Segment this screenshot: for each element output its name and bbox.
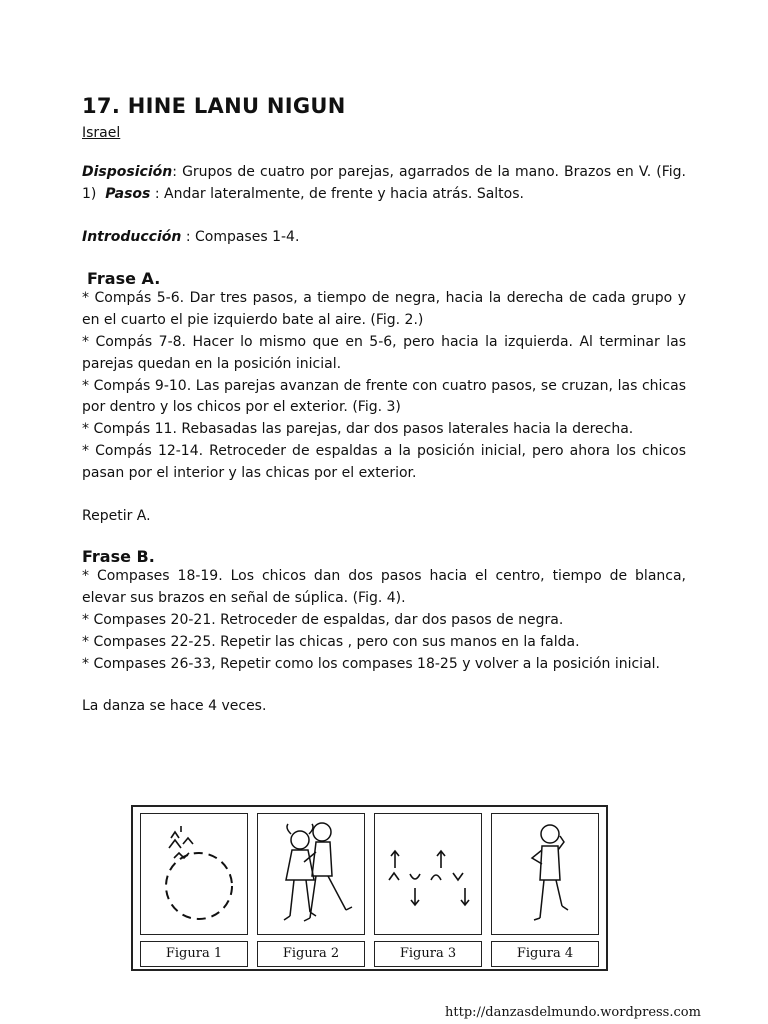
pasos-label: Pasos <box>105 185 151 202</box>
dancing-couple-icon <box>258 814 363 933</box>
pleading-man-icon <box>492 814 597 933</box>
disposicion-label: Disposición <box>82 164 173 180</box>
frase-b-item: * Compases 22-25. Repetir las chicas , pero con sus manos en la falda. <box>82 633 580 650</box>
frase-b-heading: Frase B. <box>82 547 155 567</box>
frase-b-item: * Compases 26-33, Repetir como los compases 18-25 y volver a la posición inicial. <box>82 655 660 672</box>
frase-a-item: * Compás 11. Rebasadas las parejas, dar dos pasos laterales hacia la derecha. <box>82 421 634 438</box>
document-body <box>82 94 686 718</box>
frase-b-item: * Compases 18-19. Los chicos dan dos pasos hacia el centro, tiempo de blanca, elevar sus brazos en señal de súplica. (Fig. 4). <box>82 568 686 607</box>
frase-a-item: * Compás 5-6. Dar tres pasos, a tiempo de negra, hacia la derecha de cada grupo y en el cuarto el pie izquierdo bate al aire. (Fig. 2.) <box>82 290 686 329</box>
repeat-a-text: Repetir A. <box>82 507 151 524</box>
step-arrows-icon <box>375 814 480 933</box>
figure-3-caption: Figura 3 <box>374 941 482 967</box>
introduccion-label: Introducción <box>82 228 182 245</box>
frase-a-item: * Compás 9-10. Las parejas avanzan de frente con cuatro pasos, se cruzan, las chicas por dentro y los chicos por el exterior. (Fig. 3) <box>82 377 686 416</box>
figures-panel <box>131 805 608 971</box>
page-title: 17. HINE LANU NIGUN <box>82 94 346 118</box>
frase-a-item: * Compás 7-8. Hacer lo mismo que en 5-6, pero hacia la izquierda. Al terminar las parejas quedan en la posición inicial. <box>82 333 686 372</box>
disposicion-paragraph <box>82 162 686 206</box>
figure-4-caption: Figura 4 <box>491 941 599 967</box>
footer-url: http://danzasdelmundo.wordpress.com <box>445 1005 701 1020</box>
closing-text: La danza se hace 4 veces. <box>82 698 267 715</box>
figure-2-caption: Figura 2 <box>257 941 365 967</box>
figure-3-illustration <box>374 813 482 935</box>
frase-a-heading: Frase A. <box>87 269 161 289</box>
figure-2-illustration <box>257 813 365 935</box>
introduccion-paragraph <box>82 227 686 249</box>
figure-1-caption: Figura 1 <box>140 941 248 967</box>
origin-label: Israel <box>82 125 121 141</box>
frase-a-item: * Compás 12-14. Retroceder de espaldas a la posición inicial, pero ahora los chicos pasan por el interior y las chicas por el exterior. <box>82 442 686 481</box>
pasos-text: : Andar lateralmente, de frente y hacia atrás. Saltos. <box>150 185 524 202</box>
frase-b-item: * Compases 20-21. Retroceder de espaldas, dar dos pasos de negra. <box>82 611 564 628</box>
circle-formation-icon <box>141 814 246 933</box>
figure-4-illustration <box>491 813 599 935</box>
figure-1-illustration <box>140 813 248 935</box>
disposicion-text: : Grupos de cuatro por parejas, agarrados de la mano. Brazos en V. (Fig. 1) <box>82 164 686 202</box>
introduccion-text: : Compases 1-4. <box>181 228 300 245</box>
